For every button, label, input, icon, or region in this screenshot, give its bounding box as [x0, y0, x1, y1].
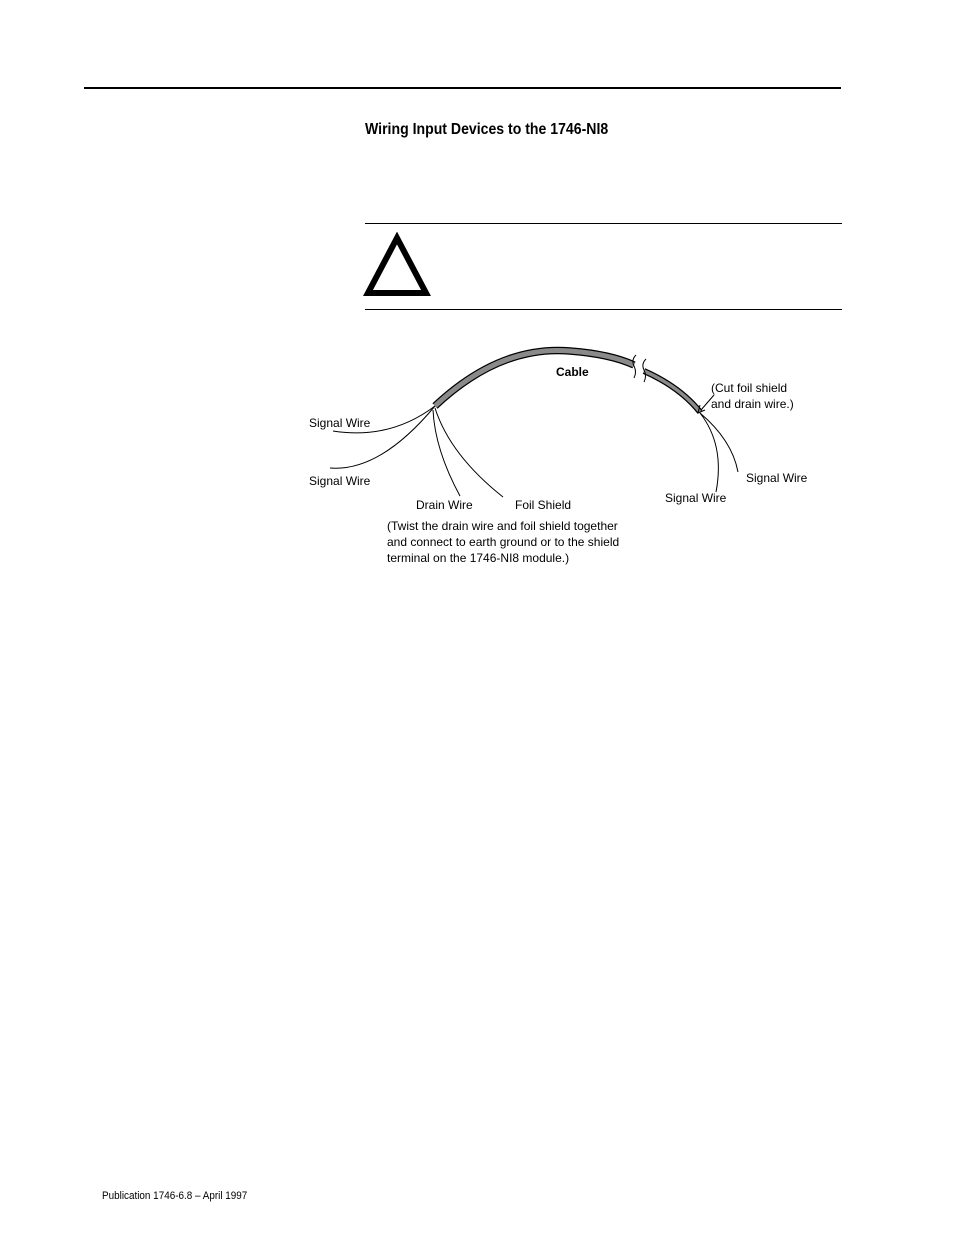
section-heading: Wiring Input Devices to the 1746-NI8: [365, 121, 609, 138]
drain-wire-label: Drain Wire: [416, 498, 473, 512]
warning-rule-bottom: [365, 309, 842, 310]
top-rule: [84, 87, 841, 89]
signal-wire-right-bottom: [700, 413, 718, 492]
cable-body: [435, 350, 634, 406]
warning-rule-top: [365, 223, 842, 224]
drain-wire: [433, 410, 460, 496]
cable-label: Cable: [556, 365, 589, 379]
cable-break-mark: [633, 355, 636, 378]
twist-note-line3: terminal on the 1746-NI8 module.): [387, 551, 570, 565]
cut-note-line1: (Cut foil shield: [711, 381, 788, 395]
signal-wire-left-top-label: Signal Wire: [309, 416, 371, 430]
signal-wire-right-bottom-label: Signal Wire: [665, 491, 727, 505]
cable-body-right: [644, 371, 700, 412]
warning-triangle-icon: [363, 232, 431, 298]
publication-footer: Publication 1746-6.8 – April 1997: [102, 1190, 248, 1202]
cut-note-line2: and drain wire.): [711, 397, 794, 411]
twist-note-line1: (Twist the drain wire and foil shield together: [387, 519, 618, 533]
signal-wire-right-label: Signal Wire: [746, 471, 808, 485]
signal-wire-left-bottom-label: Signal Wire: [309, 474, 371, 488]
cable-wiring-diagram: [300, 340, 860, 580]
foil-shield: [435, 408, 503, 497]
twist-note-line2: and connect to earth ground or to the shield: [387, 535, 620, 549]
foil-shield-label: Foil Shield: [515, 498, 572, 512]
